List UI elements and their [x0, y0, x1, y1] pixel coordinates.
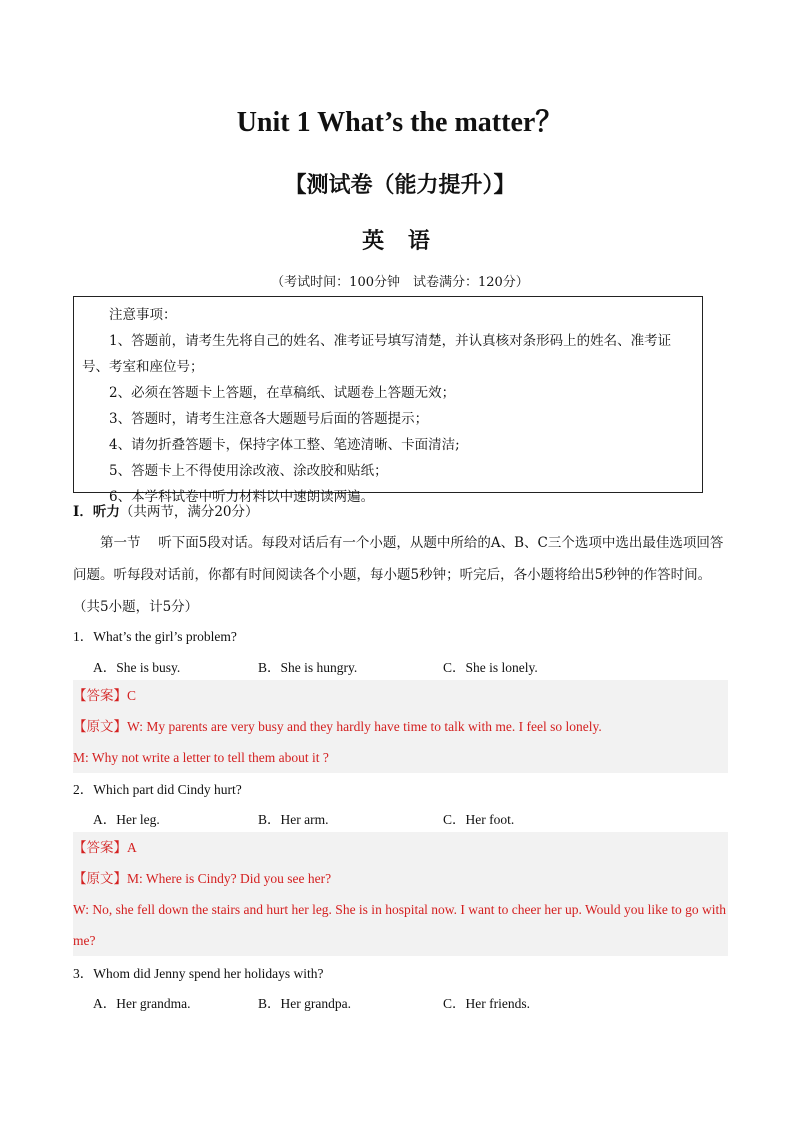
option-c: C．Her friends. — [443, 996, 530, 1011]
answer-value: A — [127, 840, 137, 855]
section-number: I． — [73, 504, 93, 520]
notice-heading: 注意事项： — [109, 307, 177, 323]
test-subtitle: 【测试卷（能力提升）】 — [284, 173, 516, 198]
answer-value: C — [127, 688, 137, 703]
option-a: A．She is busy. — [93, 660, 181, 675]
script-line: M: Why not write a letter to tell them about it ? — [73, 750, 329, 765]
option-b: B．Her grandpa. — [258, 996, 351, 1011]
notice-item: 1、答题前，请考生先将自己的姓名、准考证号填写清楚，并认真核对条形码上的姓名、准考证号、考室和座位号； — [82, 333, 672, 375]
question-stem: 1．What’s the girl’s problem? — [73, 629, 237, 644]
script-line — [73, 863, 728, 894]
section-heading — [73, 500, 259, 520]
script-label: 【原文】 — [73, 719, 127, 734]
option-c: C．Her foot. — [443, 812, 515, 827]
answer-label: 【答案】 — [73, 688, 127, 703]
question-stem: 2．Which part did Cindy hurt? — [73, 782, 242, 797]
script-text: W: My parents are very busy and they hardly have time to talk with me. I feel so lonely. — [127, 719, 602, 734]
option-b: B．Her arm. — [258, 812, 329, 827]
script-label: 【原文】 — [73, 871, 127, 886]
answer-label: 【答案】 — [73, 840, 127, 855]
option-a: A．Her grandma. — [93, 996, 191, 1011]
notice-item: 5、答题卡上不得使用涂改液、涂改胶和贴纸； — [109, 463, 388, 479]
script-text: M: Where is Cindy? Did you see her? — [127, 871, 332, 886]
option-c: C．She is lonely. — [443, 660, 538, 675]
notice-item: 6、本学科试卷中听力材料以中速朗读两遍。 — [109, 489, 375, 505]
script-line — [73, 711, 728, 742]
answer-block — [73, 832, 728, 956]
page-title: Unit 1 What’s the matter？ — [236, 107, 564, 138]
option-b: B．She is hungry. — [258, 660, 358, 675]
option-a: A．Her leg. — [93, 812, 160, 827]
section-name: 听力 — [92, 504, 120, 520]
answer-line — [73, 832, 728, 863]
exam-info: （考试时间：100分钟 试卷满分：120分） — [271, 275, 529, 290]
section-instructions: 第一节 听下面5段对话。每段对话后有一个小题，从题中所给的A、B、C三个选项中选出最佳选项回答问题。听每段对话前，你都有时间阅读各个小题，每小题5秒钟；听完后，各小题将给出5秒钟的作答时间。（共5小题，计5分） — [73, 535, 724, 615]
notice-item: 4、请勿折叠答题卡，保持字体工整、笔迹清晰、卡面清洁; — [109, 437, 460, 453]
question-stem: 3．Whom did Jenny spend her holidays with? — [73, 966, 324, 981]
subject-heading: 英 语 — [362, 229, 438, 254]
answer-line — [73, 680, 728, 711]
notice-item: 2、必须在答题卡上答题，在草稿纸、试题卷上答题无效； — [109, 385, 456, 401]
answer-block — [73, 680, 728, 773]
section-info: （共两节，满分20分） — [119, 504, 259, 520]
notice-box — [73, 296, 703, 505]
script-line: W: No, she fell down the stairs and hurt her leg. She is in hospital now. I want to cheer her up. Would you like to go with me? — [73, 902, 727, 948]
notice-item: 3、答题时，请考生注意各大题题号后面的答题提示； — [109, 411, 429, 427]
